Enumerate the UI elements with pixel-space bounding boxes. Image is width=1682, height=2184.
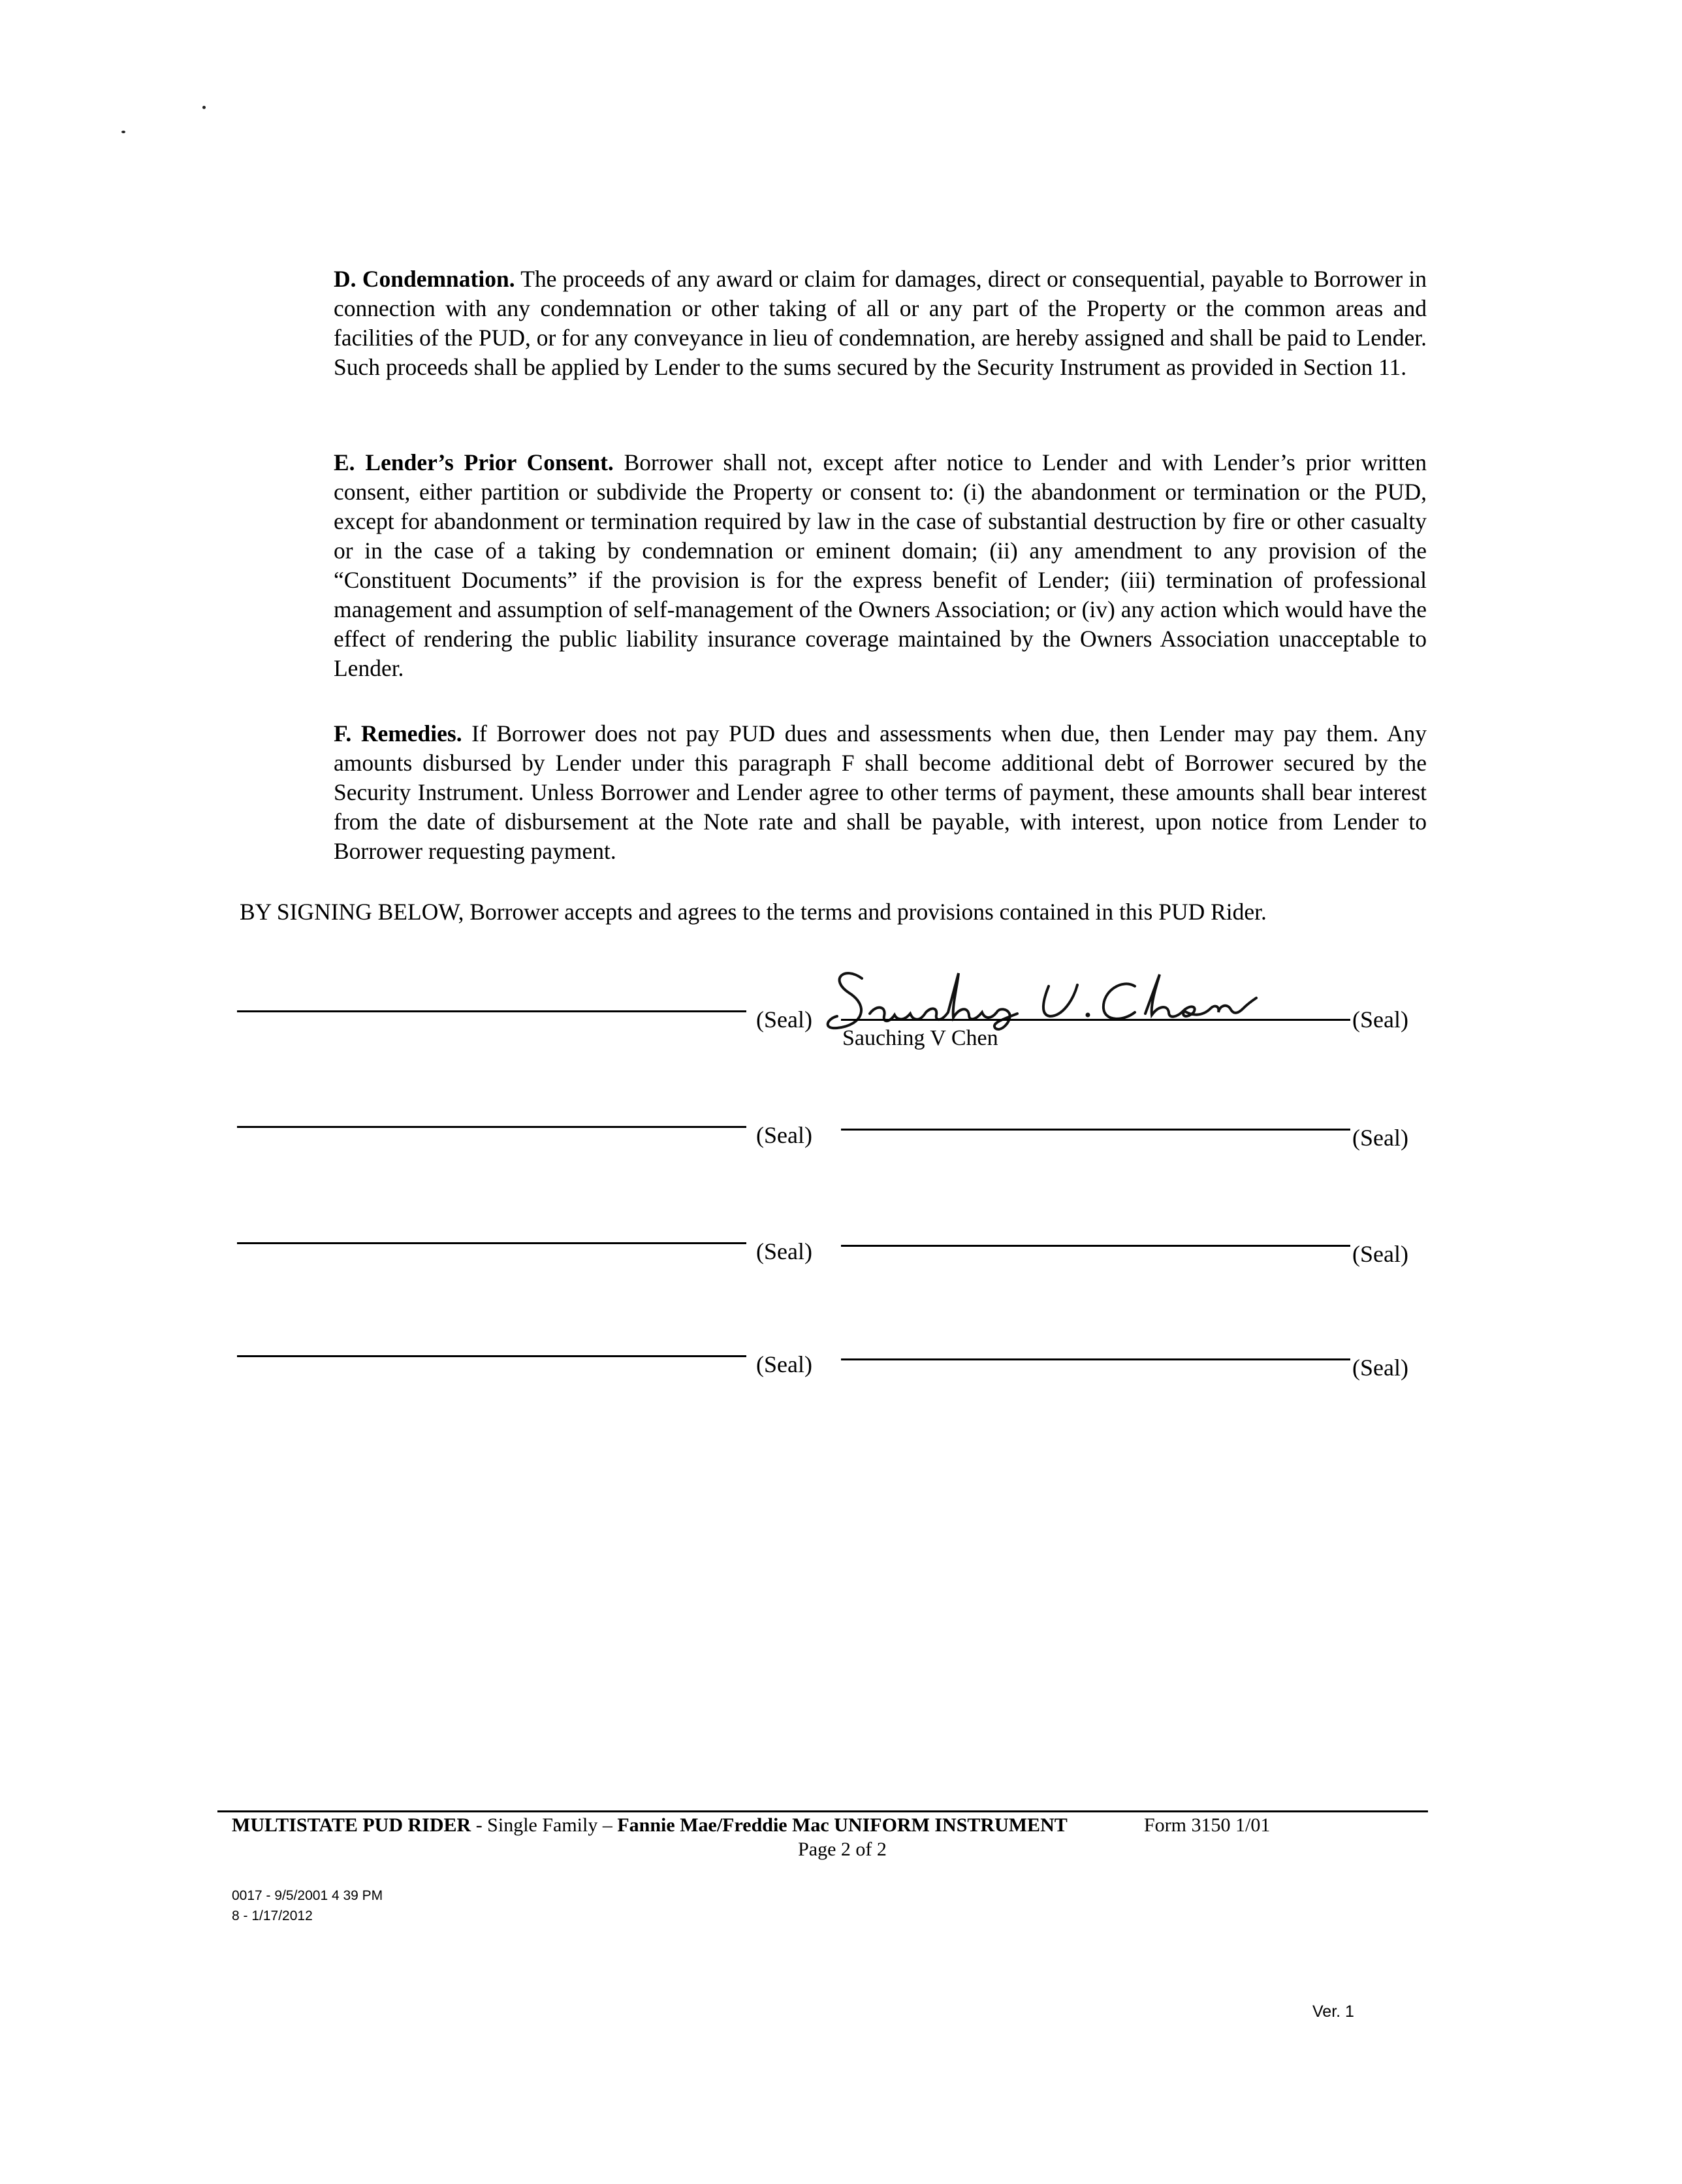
signature-line[interactable]: [841, 1129, 1350, 1131]
footer-title: [232, 1814, 1068, 1837]
footer-title-bold: MULTISTATE PUD RIDER: [232, 1814, 471, 1836]
section-f-remedies: [240, 719, 1427, 866]
seal-label: (Seal): [1352, 1355, 1408, 1381]
section-e-lenders-prior-consent: [240, 448, 1427, 683]
signature-line[interactable]: [841, 1245, 1350, 1247]
signature-line[interactable]: [841, 1358, 1350, 1360]
seal-label: (Seal): [756, 1238, 812, 1264]
footer-meta-line-1: 0017 - 9/5/2001 4 39 PM: [232, 1888, 383, 1903]
scan-speck: [202, 106, 206, 109]
scan-speck: [121, 131, 125, 133]
footer-title-mid: - Single Family –: [471, 1814, 618, 1836]
footer-rule: [217, 1810, 1428, 1812]
section-f-heading: F. Remedies.: [334, 720, 462, 747]
seal-label: (Seal): [1352, 1006, 1408, 1033]
seal-label: (Seal): [756, 1006, 812, 1033]
footer-title-bold2: Fannie Mae/Freddie Mac UNIFORM INSTRUMENT: [617, 1814, 1068, 1836]
signature-line[interactable]: [237, 1355, 746, 1357]
signature-line[interactable]: [237, 1242, 746, 1244]
footer-meta-line-2: 8 - 1/17/2012: [232, 1908, 313, 1923]
section-d-heading: D. Condemnation.: [334, 266, 515, 292]
section-d-text: The proceeds of any award or claim for damages, direct or consequential, payable to Borrower in connection with any condemnation or other taking of all or any part of the Property or the common areas and facilities of the PUD, or for any conveyance in lieu of condemnation, are hereby assigned and shall be paid to Lender. Such proceeds shall be applied by Lender to the sums secured by the Security Instrument as provided in Section 11.: [334, 266, 1427, 380]
signature-line[interactable]: [237, 1126, 746, 1128]
section-e-text: Borrower shall not, except after notice to Lender and with Lender’s prior written consent, either partition or subdivide the Property or consent to: (i) the abandonment or termination or the PUD, except for abandonment or termination required by law in the case of substantial destruction by fire or other casualty or in the case of a taking by condemnation or eminent domain; (ii) any amendment to any provision of the “Constituent Documents” if the provision is for the express benefit of Lender; (iii) termination of professional management and assumption of self-management of the Owners Association; or (iv) any action which would have the effect of rendering the public liability insurance coverage maintained by the Owners Association unacceptable to Lender.: [334, 449, 1427, 681]
seal-label: (Seal): [1352, 1241, 1408, 1267]
section-f-text: If Borrower does not pay PUD dues and assessments when due, then Lender may pay them. Any amounts disbursed by Lender under this paragraph F shall become additional debt of Borrower secured by the Security Instrument. Unless Borrower and Lender agree to other terms of payment, these amounts shall bear interest from the date of disbursement at the Note rate and shall be payable, with interest, upon notice from Lender to Borrower requesting payment.: [334, 720, 1427, 864]
signature-line[interactable]: [237, 1010, 746, 1012]
footer-page-number: Page 2 of 2: [798, 1839, 887, 1860]
version-label: Ver. 1: [1312, 2002, 1354, 2021]
section-e-heading: E. Lender’s Prior Consent.: [334, 449, 614, 475]
signer-name: Sauching V Chen: [842, 1026, 998, 1050]
seal-label: (Seal): [1352, 1125, 1408, 1151]
seal-label: (Seal): [756, 1122, 812, 1148]
section-d-condemnation: [240, 265, 1427, 382]
seal-label: (Seal): [756, 1351, 812, 1377]
signature-line[interactable]: [841, 1019, 1350, 1021]
footer-form-number: Form 3150 1/01: [1144, 1814, 1271, 1836]
by-signing-statement: BY SIGNING BELOW, Borrower accepts and agrees to the terms and provisions contained in this PUD Rider.: [240, 899, 1267, 925]
